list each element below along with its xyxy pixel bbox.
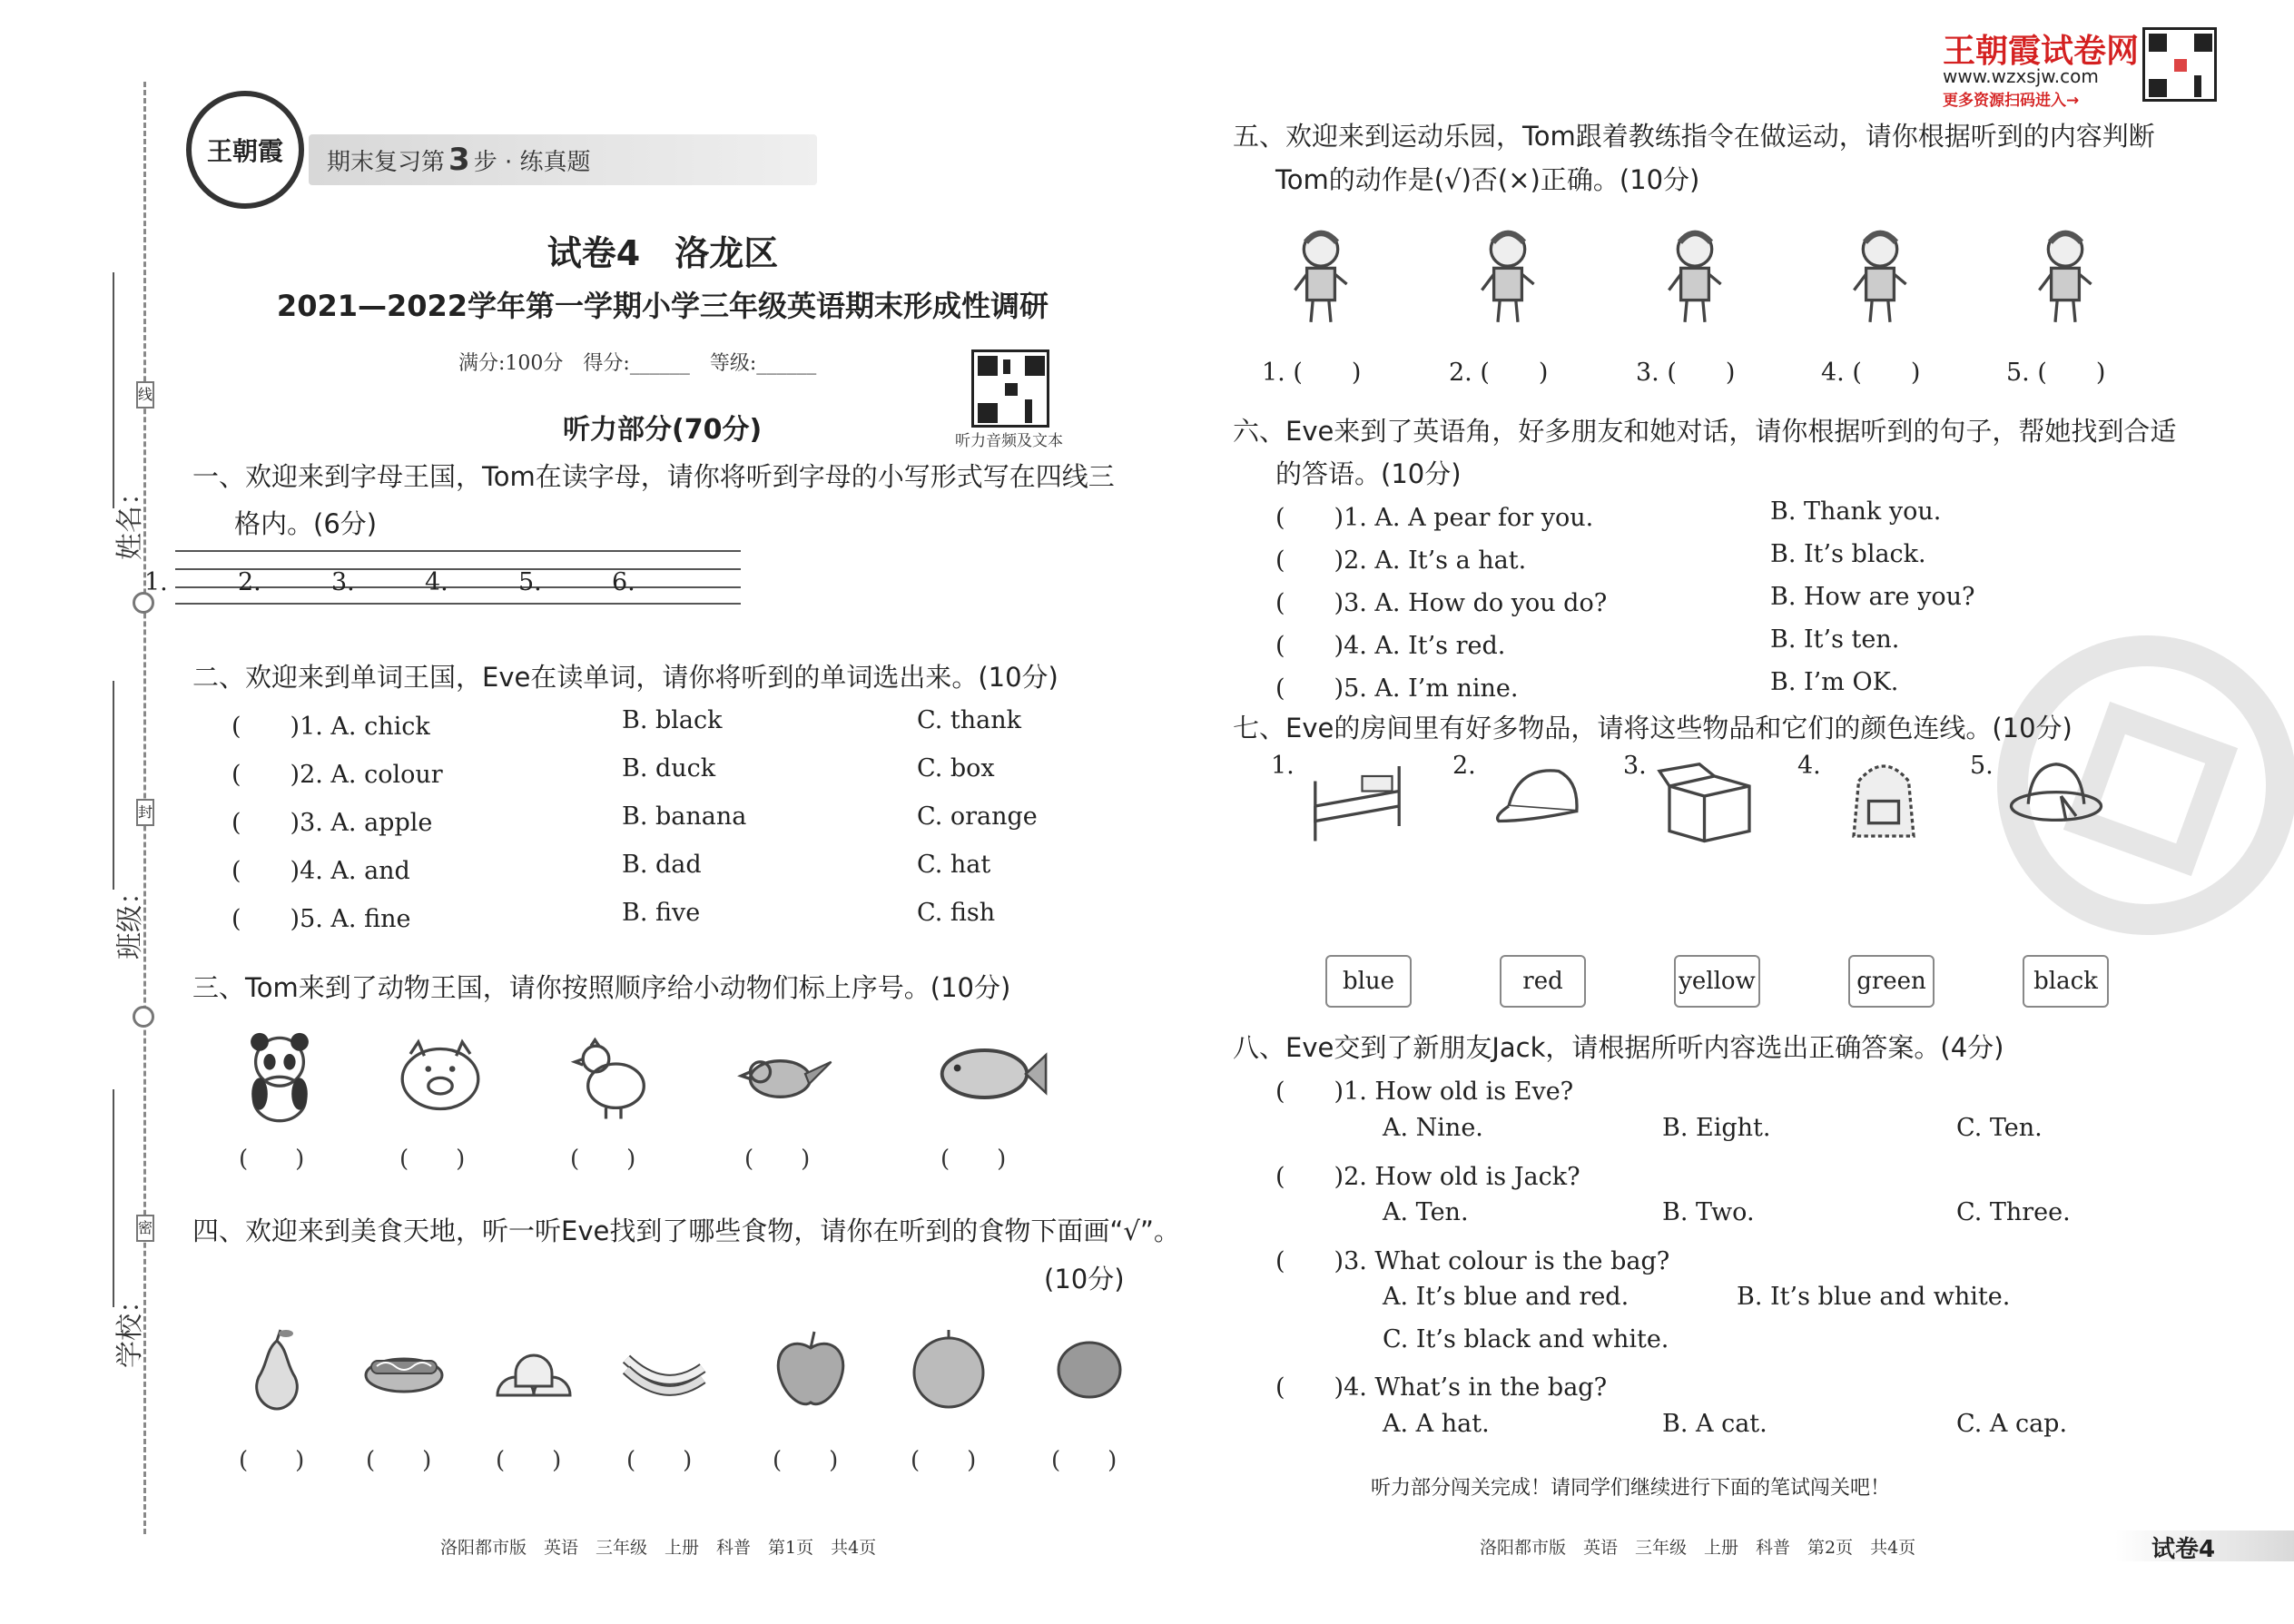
tick-blank[interactable]: ( ) <box>626 1447 693 1474</box>
brand-name: 王朝霞试卷网 <box>1943 33 2140 70</box>
s8-q2-opt-a[interactable]: A. Ten. <box>1383 1198 1469 1226</box>
grid-line <box>269 550 367 552</box>
class-write-line[interactable] <box>113 681 114 890</box>
grid-line <box>643 550 741 552</box>
s7-title: 七、Eve的房间里有好多物品，请将这些物品和它们的颜色连线。(10分) <box>1233 713 2072 743</box>
choice-question: ( )3. A. apple <box>231 809 433 837</box>
color-word-box[interactable]: blue <box>1325 955 1412 1008</box>
dialogue-option-b[interactable]: B. Thank you. <box>1770 497 1942 526</box>
grid-line <box>456 550 554 552</box>
choice-option-b[interactable]: B. banana <box>622 802 747 831</box>
item-number: 3. <box>1623 752 1647 780</box>
judge-blank[interactable]: 4. ( ) <box>1821 359 1921 387</box>
name-label: 姓名： <box>114 478 146 560</box>
tick-blank[interactable]: ( ) <box>239 1447 305 1474</box>
order-blank[interactable]: ( ) <box>239 1146 305 1173</box>
color-word-box[interactable]: green <box>1848 955 1935 1008</box>
paper-title: 试卷4 洛龙区 <box>546 233 779 273</box>
choice-option-b[interactable]: B. black <box>622 706 723 734</box>
left-page <box>144 0 1180 1624</box>
choice-option-b[interactable]: B. five <box>622 899 701 927</box>
dialogue-option-b[interactable]: B. How are you? <box>1770 583 1975 611</box>
score-meta: 满分:100分 得分:______ 等级:______ <box>458 352 817 375</box>
orange-icon <box>903 1318 994 1418</box>
tick-blank[interactable]: ( ) <box>496 1447 562 1474</box>
apple-icon <box>765 1318 856 1418</box>
listening-part-title: 听力部分(70分) <box>563 414 763 446</box>
name-write-line[interactable] <box>113 272 114 508</box>
buns-icon <box>488 1318 579 1418</box>
item-number: 2. <box>1452 752 1476 780</box>
school-label: 学校： <box>114 1286 146 1368</box>
choice-question: ( )1. A. chick <box>231 713 430 741</box>
s8-q2-opt-b[interactable]: B. Two. <box>1662 1198 1755 1226</box>
boy-action-icon <box>1458 211 1558 338</box>
s8-q3-opt-b[interactable]: B. It’s blue and white. <box>1737 1283 2011 1311</box>
bed-icon <box>1298 746 1416 846</box>
dialogue-question: ( )4. A. It’s red. <box>1275 632 1506 660</box>
s8-q1: ( )1. How old is Eve? <box>1275 1078 1574 1106</box>
choice-option-c[interactable]: C. box <box>917 754 995 782</box>
grid-line <box>549 603 647 605</box>
order-blank[interactable]: ( ) <box>940 1146 1007 1173</box>
banner-prefix: 期末复习第 <box>327 148 446 176</box>
color-word-box[interactable]: black <box>2023 955 2109 1008</box>
tick-blank[interactable]: ( ) <box>911 1447 977 1474</box>
dialogue-question: ( )5. A. I’m nine. <box>1275 674 1519 703</box>
chicken-icon <box>561 1015 661 1133</box>
choice-option-b[interactable]: B. dad <box>622 851 702 879</box>
banner-suffix: 步 · 练真题 <box>473 148 591 176</box>
s8-q4: ( )4. What’s in the bag? <box>1275 1373 1608 1402</box>
answer-item-number: 3. <box>331 568 355 596</box>
boy-action-icon <box>1271 211 1371 338</box>
judge-blank[interactable]: 2. ( ) <box>1449 359 1549 387</box>
s2-title: 二、欢迎来到单词王国，Eve在读单词，请你将听到的单词选出来。(10分) <box>192 662 1058 693</box>
tick-blank[interactable]: ( ) <box>1051 1447 1117 1474</box>
s8-q2: ( )2. How old is Jack? <box>1275 1163 1580 1191</box>
pig-icon <box>390 1015 490 1133</box>
brand-tip: 更多资源扫码进入→ <box>1943 92 2080 110</box>
grid-line <box>643 568 741 570</box>
choice-option-b[interactable]: B. duck <box>622 754 716 782</box>
s8-q3: ( )3. What colour is the bag? <box>1275 1247 1670 1275</box>
grid-line <box>643 586 741 588</box>
four-line-grid[interactable] <box>643 550 741 608</box>
fish-icon <box>931 1015 1049 1133</box>
s6-title: 六、Eve来到了英语角，好多朋友和她对话，请你根据听到的句子，帮她找到合适 <box>1233 416 2177 447</box>
judge-blank[interactable]: 5. ( ) <box>2006 359 2106 387</box>
class-label: 班级： <box>114 878 146 960</box>
grid-line <box>362 550 460 552</box>
seal-mark: 线 <box>136 381 154 408</box>
s8-q2-opt-c[interactable]: C. Three. <box>1956 1198 2071 1226</box>
seal-mark: 密 <box>136 1215 154 1242</box>
hat-icon <box>1997 746 2115 846</box>
grid-line <box>175 550 273 552</box>
s1-title-cont: 格内。(6分) <box>234 508 378 539</box>
page-footer-left: 洛阳都市版 英语 三年级 上册 科普 第1页 共4页 <box>440 1538 877 1558</box>
tick-blank[interactable]: ( ) <box>773 1447 839 1474</box>
hotdog-icon <box>359 1318 449 1418</box>
grid-line <box>456 603 554 605</box>
item-number: 4. <box>1797 752 1821 780</box>
grid-line <box>643 603 741 605</box>
s3-title: 三、Tom来到了动物王国，请你按照顺序给小动物们标上序号。(10分) <box>192 972 1011 1003</box>
answer-item-number: 6. <box>612 568 635 596</box>
s4-score: (10分) <box>1044 1264 1125 1294</box>
s8-q3-opt-a[interactable]: A. It’s blue and red. <box>1383 1283 1629 1311</box>
grid-line <box>269 603 367 605</box>
color-word-box[interactable]: yellow <box>1674 955 1760 1008</box>
answer-item-number: 2. <box>238 568 261 596</box>
s8-q4-opt-c[interactable]: C. A cap. <box>1956 1410 2068 1438</box>
binding-ring <box>133 1006 154 1028</box>
boy-action-icon <box>1645 211 1745 338</box>
choice-question: ( )5. A. fine <box>231 905 411 933</box>
s5-title-cont: Tom的动作是(√)否(×)正确。(10分) <box>1275 164 1700 195</box>
answer-item-number: 5. <box>518 568 542 596</box>
grid-line <box>549 550 647 552</box>
bag-icon <box>1825 746 1943 846</box>
answer-item-number: 1. <box>144 568 168 596</box>
boy-action-icon <box>1830 211 1930 338</box>
order-blank[interactable]: ( ) <box>744 1146 811 1173</box>
dialogue-question: ( )1. A. A pear for you. <box>1275 504 1594 532</box>
panda-icon <box>230 1015 330 1133</box>
item-number: 5. <box>1970 752 1994 780</box>
s8-q4-opt-b[interactable]: B. A cat. <box>1662 1410 1767 1438</box>
binding-margin <box>0 0 182 1624</box>
choice-option-c[interactable]: C. orange <box>917 802 1038 831</box>
choice-question: ( )2. A. colour <box>231 761 443 789</box>
dialogue-option-b[interactable]: B. It’s black. <box>1770 540 1926 568</box>
dialogue-question: ( )3. A. How do you do? <box>1275 589 1608 617</box>
pear-icon <box>231 1318 322 1418</box>
s8-q1-opt-b[interactable]: B. Eight. <box>1662 1114 1771 1142</box>
choice-option-c[interactable]: C. fish <box>917 899 996 927</box>
brand-logo: 王朝霞 <box>186 91 304 209</box>
dialogue-question: ( )2. A. It’s a hat. <box>1275 546 1527 575</box>
color-word-box[interactable]: red <box>1500 955 1586 1008</box>
tick-blank[interactable]: ( ) <box>366 1447 432 1474</box>
brand-url[interactable]: www.wzxsjw.com <box>1943 65 2099 87</box>
grid-line <box>175 603 273 605</box>
right-page <box>1226 0 2294 1624</box>
s8-title: 八、Eve交到了新朋友Jack，请根据所听内容选出正确答案。(4分) <box>1233 1032 2004 1063</box>
qr-caption: 听力音频及文本 <box>955 432 1063 450</box>
dialogue-option-b[interactable]: B. It’s ten. <box>1770 625 1900 654</box>
bananas-icon <box>619 1318 710 1418</box>
s8-q1-opt-c[interactable]: C. Ten. <box>1956 1114 2043 1142</box>
cap-icon <box>1480 746 1598 846</box>
brand-qr-code-icon[interactable] <box>2142 27 2217 102</box>
banner-step: 3 <box>448 142 470 178</box>
school-write-line[interactable] <box>113 1089 114 1307</box>
bird-icon <box>735 1015 835 1133</box>
review-banner <box>309 134 817 185</box>
s6-title-cont: 的答语。(10分) <box>1275 458 1462 489</box>
order-blank[interactable]: ( ) <box>399 1146 466 1173</box>
closing-note: 听力部分闯关完成！请同学们继续进行下面的笔试闯关吧！ <box>1371 1477 1891 1500</box>
s5-title: 五、欢迎来到运动乐园，Tom跟着教练指令在做运动，请你根据听到的内容判断 <box>1233 121 2155 152</box>
s8-q3-opt-c[interactable]: C. It’s black and white. <box>1383 1325 1669 1353</box>
item-number: 1. <box>1271 752 1295 780</box>
s4-title: 四、欢迎来到美食天地，听一听Eve找到了哪些食物，请你在听到的食物下面画“√”。 <box>192 1216 1180 1246</box>
s1-title: 一、欢迎来到字母王国，Tom在读字母，请你将听到字母的小写形式写在四线三 <box>192 461 1115 492</box>
s8-q4-opt-a[interactable]: A. A hat. <box>1383 1410 1490 1438</box>
grid-line <box>362 603 460 605</box>
judge-blank[interactable]: 3. ( ) <box>1636 359 1736 387</box>
page-footer-right: 洛阳都市版 英语 三年级 上册 科普 第2页 共4页 <box>1480 1538 1916 1558</box>
qr-code-icon[interactable] <box>971 349 1049 428</box>
egg-icon <box>1044 1318 1135 1418</box>
paper-tab-label: 试卷4 <box>2151 1536 2216 1563</box>
boy-action-icon <box>2015 211 2115 338</box>
judge-blank[interactable]: 1. ( ) <box>1262 359 1362 387</box>
box-icon <box>1650 746 1768 846</box>
seal-mark: 封 <box>136 799 154 826</box>
choice-option-c[interactable]: C. thank <box>917 706 1021 734</box>
dialogue-option-b[interactable]: B. I’m OK. <box>1770 668 1899 696</box>
answer-item-number: 4. <box>425 568 448 596</box>
paper-subtitle: 2021—2022学年第一学期小学三年级英语期末形成性调研 <box>276 289 1049 323</box>
choice-option-c[interactable]: C. hat <box>917 851 991 879</box>
s8-q1-opt-a[interactable]: A. Nine. <box>1383 1114 1483 1142</box>
choice-question: ( )4. A. and <box>231 857 410 885</box>
order-blank[interactable]: ( ) <box>570 1146 636 1173</box>
